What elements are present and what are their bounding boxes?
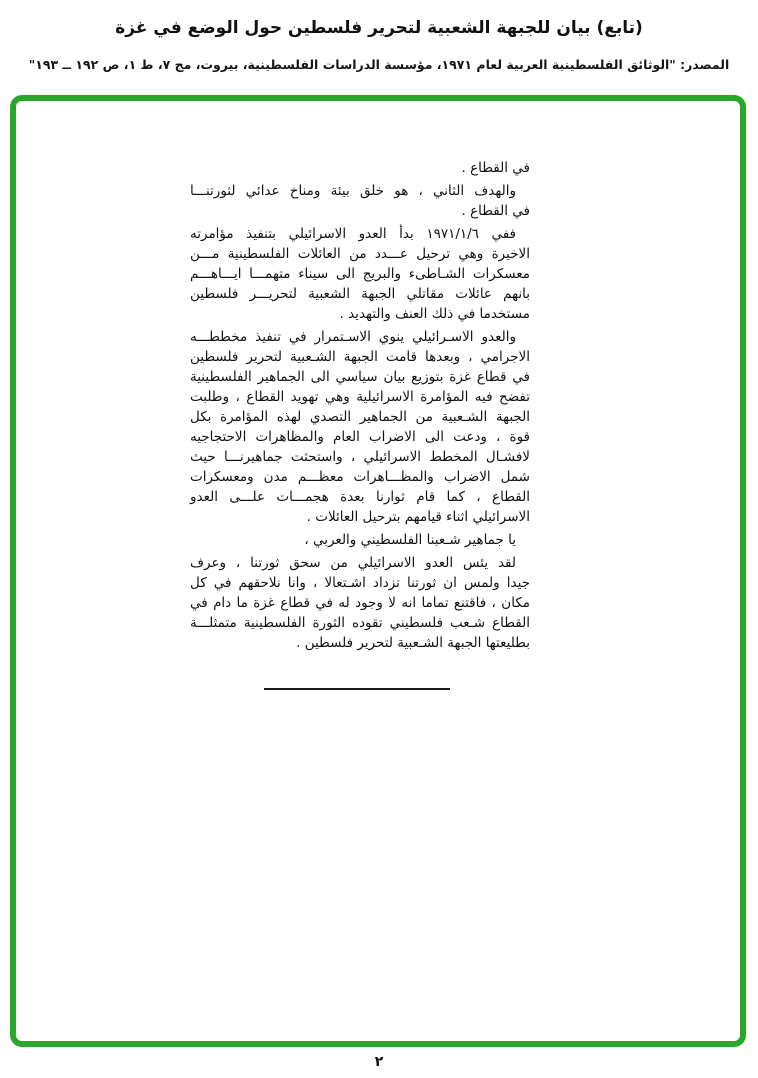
text-line: لقد يئس العدو الاسرائيلي من سحق ثورتنا ، وعرف [190,555,516,571]
paragraph [190,158,530,178]
text-line: في قطاع غزة بتوزيع بيان سياسي الى الجماهير الفلسطينية [190,369,530,385]
text-line: في القطاع . [461,203,530,219]
document-body [190,158,530,656]
source-citation: المصدر: "الوثائق الفلسطينية العربية لعام ١٩٧١، مؤسسة الدراسات الفلسطينية، بيروت، مج ٧، ط ١، ص ١٩٢ ــ ١٩٣" [28,57,730,72]
text-line: يا جماهير شـعبنا الفلسطيني والعربي ، [304,532,516,548]
end-of-text-divider [264,688,450,690]
text-line: القطاع شـعب فلسطيني تقوده الثورة الفلسطينية متمثلـــة [190,615,530,631]
text-line: مستخدما في ذلك العنف والتهديد . [339,306,530,322]
page-title: (تابع) بيان للجبهة الشعبية لتحرير فلسطين حول الوضع في غزة [115,18,643,38]
text-line: تفضح فيه المؤامرة الاسرائيلية وهي تهويد القطاع ، وطلبت [190,389,530,405]
paragraph [190,530,530,550]
text-line: لافشـال المخطط الاسرائيلي ، واستحثت جماهيرنـــا حيث [190,449,530,465]
paragraph [190,553,530,653]
text-line: في القطاع . [461,160,530,176]
text-line: بانهم عائلات مقاتلي الجبهة الشعبية لتحريـــر فلسطين [190,286,530,302]
text-line: بطليعتها الجبهة الشـعبية لتحرير فلسطين . [296,635,530,651]
text-line: ففي ١٩٧١/١/٦ بدأ العدو الاسرائيلي بتنفيذ مؤامرته [190,226,516,242]
paragraph [190,224,530,324]
text-line: معسكرات الشـاطىء والبريج الى سيناء متهمـــا ايـــاهـــم [190,266,530,282]
text-line: قوة ، ودعت الى الاضراب العام والمظاهرات الاحتجاجيه [190,429,530,445]
text-line: القطاع ، كما قام ثوارنا بعدة هجمـــات علـــى العدو [190,489,530,505]
text-line: الجبهة الشـعبية من الجماهير التصدي لهذه المؤامرة بكل [190,409,530,425]
text-line: شمل الاضراب والمظـــاهرات معظـــم مدن ومعسكرات [190,469,530,485]
text-line: الاسرائيلي اثناء قيامهم بترحيل العائلات . [306,509,530,525]
text-line: الاجرامي ، وبعدها قامت الجبهة الشـعبية لتحرير فلسطين [190,349,530,365]
paragraph [190,327,530,527]
text-line: والعدو الاسـرائيلي ينوي الاسـتمرار في تنفيذ مخططـــه [190,329,516,345]
text-line: الاخيرة وهي ترحيل عـــدد من العائلات الفلسطينية مـــن [190,246,530,262]
text-line: والهدف الثاني ، هو خلق بيئة ومناخ عدائي لثورتنـــا [190,183,516,199]
paragraph [190,181,530,221]
text-line: جيدا ولمس ان ثورتنا تزداد اشـتعالا ، وانا نلاحقهم في كل [190,575,530,591]
page-number: ٢ [374,1054,384,1070]
text-line: مكان ، فاقتنع تماما انه لا وجود له في قطاع غزة ما دام في [190,595,530,611]
